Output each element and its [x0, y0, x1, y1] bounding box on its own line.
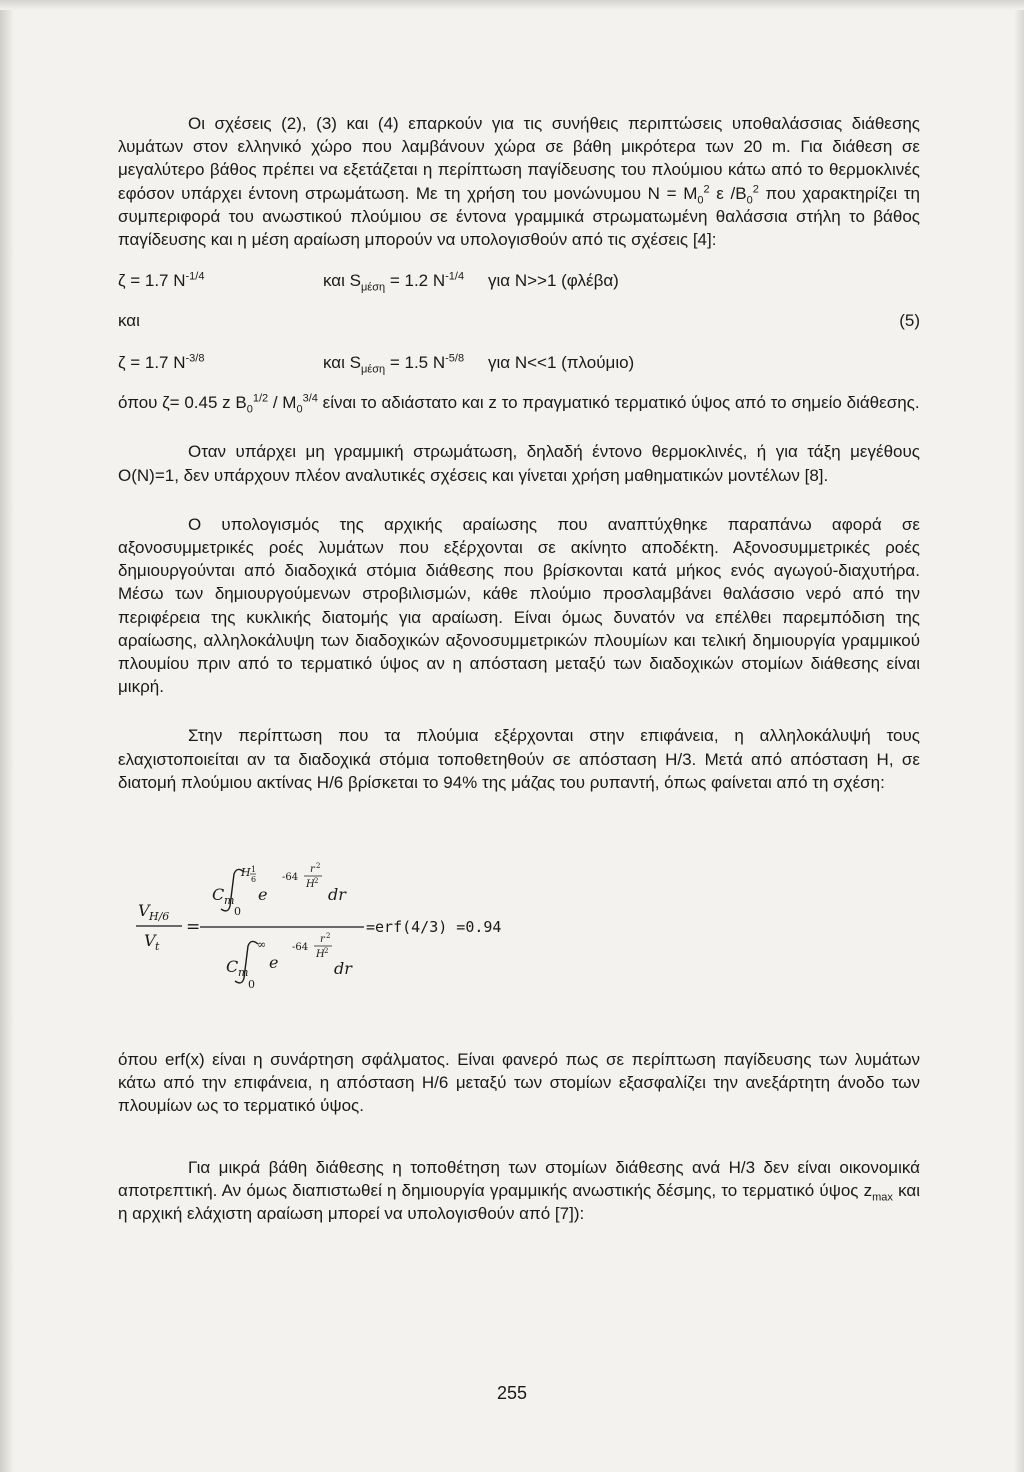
- svg-text:2: 2: [324, 947, 329, 956]
- where-definition: όπου ζ= 0.45 z $B_0^{1/2} / M_0^{3/4}$ είναι το αδιάστατο και z το πραγματικό τερματικό ύψος από το σημείο διάθεσης.: [118, 392, 920, 416]
- svg-text:-64: -64: [292, 942, 309, 954]
- svg-text:H: H: [306, 879, 315, 891]
- svg-text:r: r: [320, 934, 325, 946]
- paragraph-3: Ο υπολογισμός της αρχικής αραίωσης που αναπτύχθηκε παραπάνω αφορά σε αξονοσυμμετρικές ροές λυμάτων που εξέρχονται σε ακίνητο αποδέκτη. Αξονοσυμμετρικές ροές δημιουργούνται από διαδοχικά στόμια διάθεσης που βρίσκονται κατά μήκος ενός αγωγού-διαχυτήρα. Μέσω των δημιουργούμενων στροβιλισμών, κάθε πλούμιο προσλαμβάνει θαλάσσιο νερό από την περιφέρεια της κυκλικής διατομής για αραίωση. Είναι όμως δυνατόν να επέλθει παρεμπόδιση της αραίωσης, αλληλοκάλυψη των διαδοχικών αξονοσυμμετρικών πλουμίων και τελική δημιουργία γραμμικού πλουμίου πριν από το τερματικό ύψος αν η απόσταση μεταξύ των διαδοχικών στομίων διάθεσης είναι μικρή.: [118, 514, 920, 697]
- svg-text:2: 2: [326, 932, 331, 941]
- paragraph-2: Οταν υπάρχει μη γραμμική στρωμάτωση, δηλαδή έντονο θερμοκλινές, ή για τάξη μεγέθους O(N)=1, δεν υπάρχουν πλέον αναλυτικές σχέσεις και γίνεται χρήση μαθηματικών μοντέλων [8].: [118, 442, 920, 485]
- svg-text:=: =: [186, 917, 201, 938]
- monomial-definition: του μονώνυμου $N = M_0^2$ ε $/B_0^2$ που χαρακτηρίζει τη συμπεριφορά του ανωστικού πλούμιου σε έντονα γραμμικά στρωματωμένη θαλάσσια στήλη το βάθος παγίδευσης και η μέση αραίωση μπορούν να υπολογισθούν από τις σχέσεις [4]:: [118, 182, 920, 250]
- svg-text:1: 1: [251, 865, 257, 875]
- scan-edge: [1014, 0, 1024, 1472]
- svg-text:H: H: [241, 866, 251, 880]
- svg-text:V: V: [144, 931, 156, 951]
- paragraph-4: Στην περίπτωση που τα πλούμια εξέρχονται στην επιφάνεια, η αλληλοκάλυψή τους ελαχιστοποιείται αν τα διαδοχικά στόμια τοποθετηθούν σε απόσταση H/3. Μετά από απόσταση H, σε διατομή πλούμιου ακτίνας H/6 βρίσκεται το 94% της μάζας του ρυπαντή, όπως φαίνεται από τη σχέση:: [118, 726, 920, 792]
- svg-text:2: 2: [316, 862, 321, 871]
- erf-formula: [118, 814, 920, 1004]
- svg-text:r: r: [310, 864, 315, 876]
- svg-text:m: m: [224, 894, 235, 908]
- scan-edge: [0, 0, 14, 1472]
- svg-text:m: m: [238, 966, 249, 980]
- svg-text:0: 0: [234, 905, 241, 919]
- equation-number: (5): [899, 311, 920, 331]
- svg-text:dr: dr: [334, 959, 352, 979]
- svg-text:6: 6: [251, 875, 257, 885]
- svg-text:dr: dr: [328, 885, 346, 905]
- svg-text:C: C: [212, 885, 225, 905]
- svg-text:e: e: [258, 885, 268, 905]
- svg-text:V: V: [138, 901, 150, 921]
- svg-text:C: C: [226, 957, 239, 977]
- svg-text:t: t: [155, 940, 160, 954]
- paragraph-6: Για μικρά βάθη διάθεσης η τοποθέτηση των στομίων διάθεσης ανά H/3 δεν είναι οικονομικά αποτρεπτική. Αν όμως διαπιστωθεί η δημιουργία γραμμικής ανωστικής δέσμης, το τερματικό ύψος $z_{max}$ και η αρχική ελάχιστη αραίωση μπορεί να υπολογισθούν από [7]):: [118, 1157, 920, 1224]
- equation-plume: ζ = 1.7 $N^{-3/8}$ και $S_{\mu έ\sigma\eta} = 1.5$ $N^{-5/8}$ για N<<1 (πλούμιο): [118, 352, 635, 376]
- paragraph-1: Οι σχέσεις (2), (3) και (4) επαρκούν για τις συνήθεις περιπτώσεις υποθαλάσσιας διάθεσης λυμάτων στον ελληνικό χώρο που λαμβάνουν χώρα σε βάθη μικρότερα των 20 m. Για διάθεση σε μεγαλύτερο βάθος πρέπει να εξετάζεται η περίπτωση παγίδευσης του πλούμιου κάτω από το θερμοκλινές εφόσον υπάρχει έντονη στρωμάτωση. Με τη χρήση του μονώνυμου $N = M_0^2$ ε $/B_0^2$ που χαρακτηρίζει τη συμπεριφορά του ανωστικού πλούμιου σε έντονα γραμμικά στρωματωμένη θαλάσσια στήλη το βάθος παγίδευσης και η μέση αραίωση μπορούν να υπολογισθούν από τις σχέσεις [4]:: [118, 114, 920, 250]
- svg-text:2: 2: [314, 877, 319, 886]
- paragraph-5: όπου erf(x) είναι η συνάρτηση σφάλματος. Είναι φανερό πως σε περίπτωση παγίδευσης των λυμάτων κάτω από την επιφάνεια, η απόσταση H/6 μεταξύ των στομίων εξασφαλίζει την ανεξάρτητη άνοδο των πλουμίων ως το τερματικό ύψος.: [118, 1050, 920, 1116]
- equation-jet: ζ = 1.7 $N^{-1/4}$ και $S_{\mu έ\sigma\eta} = 1.2$ $N^{-1/4}$ για N>>1 (φλέβα): [118, 270, 619, 294]
- svg-text:-64: -64: [282, 872, 299, 884]
- svg-text:0: 0: [248, 978, 255, 992]
- svg-text:=erf(4/3) =0.94: =erf(4/3) =0.94: [366, 918, 502, 937]
- svg-text:e: e: [269, 953, 279, 973]
- svg-text:H: H: [316, 949, 325, 961]
- svg-text:H/6: H/6: [149, 910, 170, 924]
- page-number: 255: [496, 1383, 528, 1403]
- formula-graphic: [118, 814, 558, 1004]
- scan-edge: [0, 0, 1024, 10]
- svg-text:∞: ∞: [257, 938, 267, 952]
- equation-connector: και (5): [118, 309, 920, 333]
